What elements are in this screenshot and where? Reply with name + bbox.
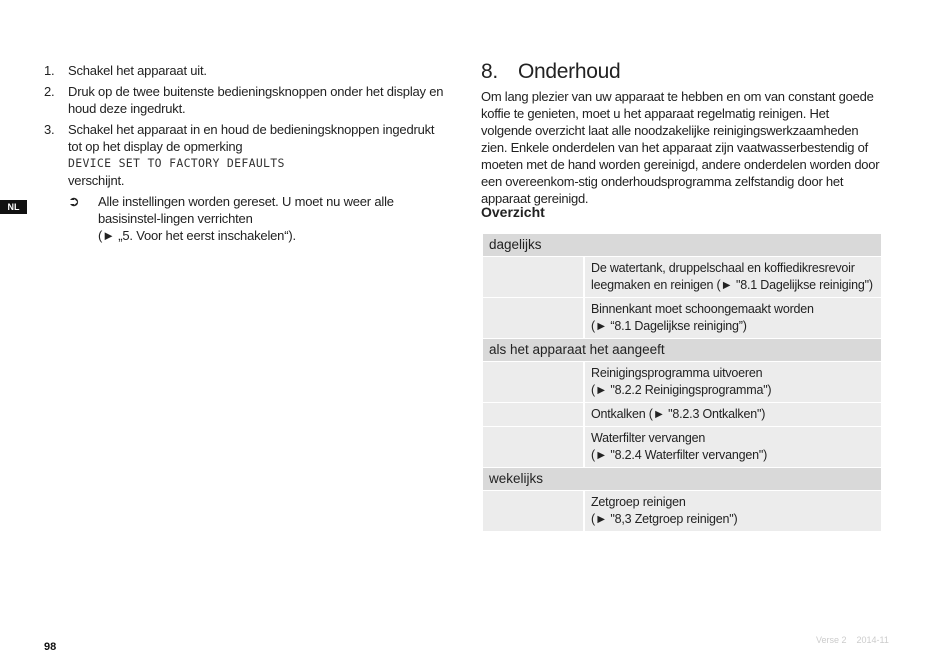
step-number: 3. (44, 122, 55, 137)
task-reference: (► "8,3 Zetgroep reinigen") (591, 512, 738, 526)
result-arrow-icon: ➲ (68, 193, 80, 209)
table-group-header: wekelijks (483, 468, 881, 491)
step-1 (44, 62, 444, 79)
task-line: Reinigingsprogramma uitvoeren (591, 366, 763, 380)
step-result (44, 193, 444, 244)
footer-date: 2014-11 (856, 635, 889, 645)
task-line: Zetgroep reinigen (591, 495, 686, 509)
table-group-header: dagelijks (483, 234, 881, 257)
language-tab: NL (0, 200, 27, 214)
step-2 (44, 83, 444, 117)
table-group-header: als het apparaat het aangeeft (483, 339, 881, 362)
table-cell-empty (483, 403, 585, 426)
step-text: Druk op de twee buitenste bedieningsknoppen onder het display en houd deze ingedrukt. (68, 84, 444, 116)
display-message: DEVICE SET TO FACTORY DEFAULTS (68, 156, 285, 170)
page-number: 98 (44, 641, 57, 653)
task-reference: leegmaken en reinigen (► "8.1 Dagelijkse reiniging") (591, 278, 873, 292)
task-reference: (► "8.2.2 Reinigingsprogramma") (591, 383, 772, 397)
table-cell-task (585, 403, 881, 426)
table-cell-task (585, 298, 881, 338)
step-3 (44, 121, 444, 189)
table-cell-empty (483, 298, 585, 338)
step-text: Schakel het apparaat in en houd de bedieningsknoppen ingedrukt tot op het display de opmerking (68, 122, 435, 154)
table-row (483, 403, 881, 427)
table-cell-task (585, 362, 881, 402)
section-number: 8. (481, 60, 498, 83)
result-reference: (► „5. Voor het eerst inschakelen“). (98, 228, 296, 243)
table-cell-task (585, 257, 881, 297)
task-line: Ontkalken (► "8.2.3 Ontkalken") (591, 407, 766, 421)
subheading: Overzicht (481, 204, 545, 220)
table-row (483, 298, 881, 339)
table-cell-empty (483, 427, 585, 467)
step-number: 2. (44, 84, 55, 99)
table-row (483, 427, 881, 468)
section-heading (481, 60, 620, 84)
task-line: Binnenkant moet schoongemaakt worden (591, 302, 814, 316)
task-line: Waterfilter vervangen (591, 431, 706, 445)
table-cell-task (585, 491, 881, 531)
section-title: Onderhoud (518, 60, 621, 83)
step-text-after: verschijnt. (68, 173, 125, 188)
table-cell-empty (483, 362, 585, 402)
footer-version: Verse 2 (816, 635, 847, 645)
maintenance-table (483, 234, 881, 532)
table-row (483, 491, 881, 532)
task-reference: (► "8.2.4 Waterfilter vervangen") (591, 448, 768, 462)
instruction-steps (44, 62, 444, 244)
result-text: Alle instellingen worden gereset. U moet nu weer alle basisinstel-lingen verrichten (98, 194, 394, 226)
table-row (483, 362, 881, 403)
footer-version-info (816, 635, 889, 645)
intro-paragraph: Om lang plezier van uw apparaat te hebben en om van constant goede koffie te genieten, moet u het apparaat regelmatig reinigen. Het volgende overzicht laat alle noodzakelijke reinigingswerkzaamheden zien. Enkele onderdelen van het apparaat zijn vaatwasserbestendig of moeten met de hand worden gereinigd, andere onderdelen worden door een overeenkom-stig onderhoudsprogramma zelfstandig door het apparaat gereinigd. (481, 89, 880, 206)
step-text: Schakel het apparaat uit. (68, 63, 207, 78)
table-cell-empty (483, 491, 585, 531)
step-number: 1. (44, 63, 55, 78)
table-cell-task (585, 427, 881, 467)
task-line: De watertank, druppelschaal en koffiedikresrevoir (591, 261, 855, 275)
task-reference: (► “8.1 Dagelijkse reiniging”) (591, 319, 747, 333)
table-row (483, 257, 881, 298)
table-cell-empty (483, 257, 585, 297)
